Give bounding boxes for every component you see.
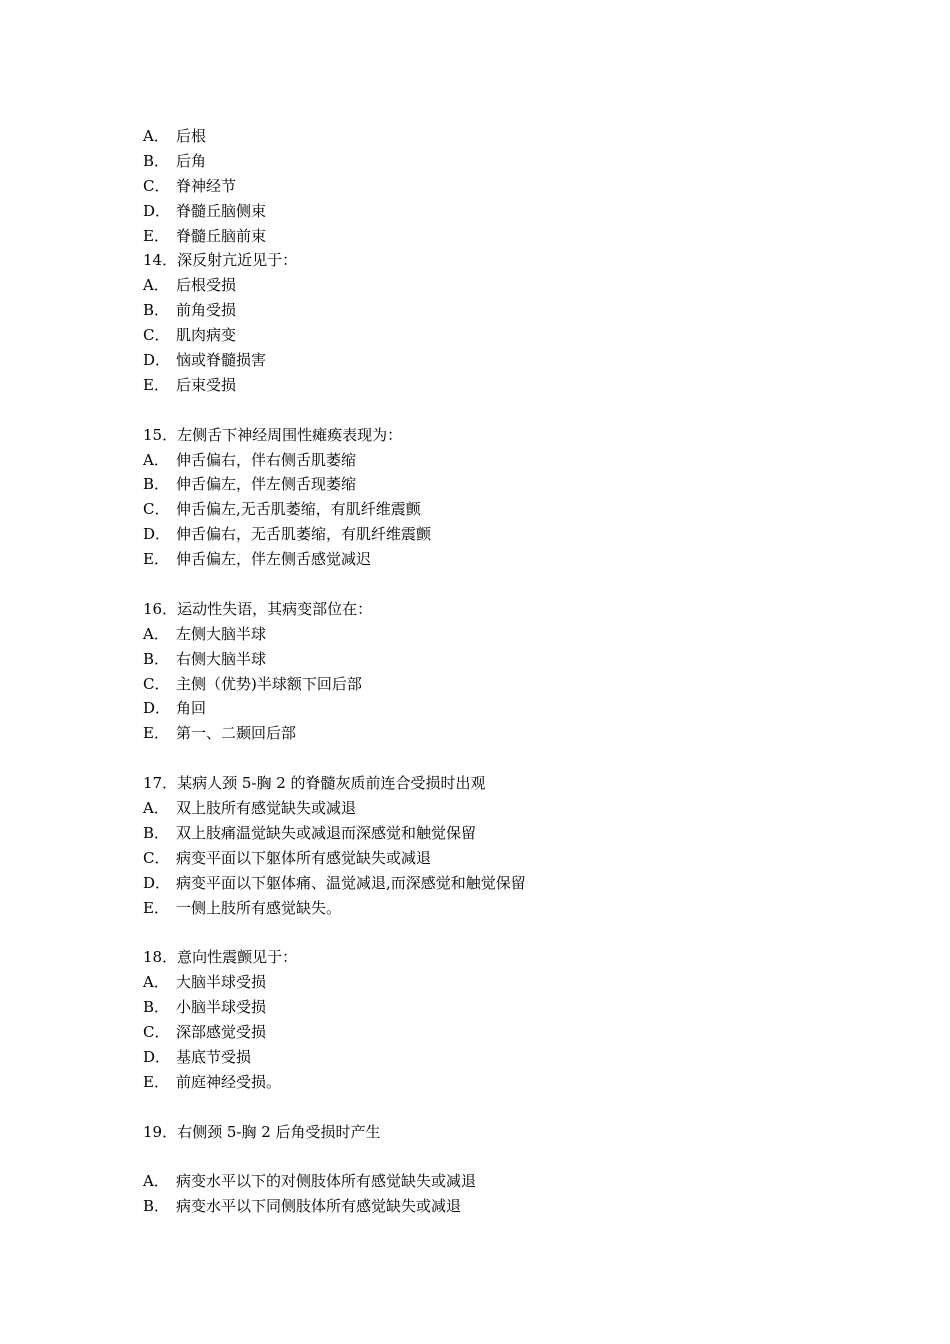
option-text: 前庭神经受损。 [176,1072,282,1091]
option-text: 主侧（优势)半球额下回后部 [176,674,362,693]
option-letter: E． [143,724,169,743]
option-letter: D． [143,351,171,370]
answer-option [143,124,863,149]
option-text: 脊神经节 [176,176,237,195]
option-letter: C． [143,848,170,867]
answer-option [143,672,863,697]
option-letter: A． [143,276,169,295]
answer-option [143,647,863,672]
answer-option [143,970,863,995]
blank-line [143,1095,863,1120]
answer-option [143,547,863,572]
option-text: 左侧大脑半球 [176,624,267,643]
answer-option [143,1169,863,1194]
answer-option [143,298,863,323]
blank-line [143,921,863,946]
option-text: 肌肉病变 [176,326,237,345]
blank-line [143,746,863,771]
question-text: 右侧颈 5-胸 2 后角受损时产生 [177,1122,381,1141]
option-text: 病变平面以下躯体所有感觉缺失或减退 [176,848,432,867]
answer-option [143,472,863,497]
option-text: 恼或脊髓损害 [176,351,267,370]
answer-option [143,846,863,871]
answer-option [143,174,863,199]
answer-option [143,896,863,921]
question-number: 14． [143,251,178,270]
answer-option [143,721,863,746]
question-list [143,124,863,1219]
option-letter: E． [143,898,169,917]
question-text: 运动性失语，其病变部位在： [177,599,373,618]
answer-option [143,1045,863,1070]
question-stem [143,423,863,448]
option-letter: B． [143,998,170,1017]
option-text: 病变水平以下同侧肢体所有感觉缺失或减退 [176,1197,462,1216]
question-stem [143,1120,863,1145]
option-text: 病变水平以下的对侧肢体所有感觉缺失或减退 [176,1172,477,1191]
answer-option [143,199,863,224]
option-text: 大脑半球受损 [176,973,267,992]
option-letter: E． [143,375,169,394]
option-text: 一侧上肢所有感觉缺失。 [176,898,342,917]
option-text: 双上肢痛温觉缺失或减退而深感觉和触觉保留 [176,823,477,842]
option-text: 后根 [176,127,207,145]
question-text: 意向性震颤见于： [177,948,298,967]
question-stem [143,597,863,622]
blank-line [143,398,863,423]
option-letter: A． [143,973,169,992]
option-text: 伸舌偏右，无舌肌萎缩，有肌纤维震颤 [176,525,432,544]
option-text: 深部感觉受损 [176,1023,267,1042]
answer-option [143,696,863,721]
option-letter: E． [143,226,169,245]
question-number: 15． [143,425,178,444]
answer-option [143,622,863,647]
option-text: 第一、二颞回后部 [176,724,297,743]
answer-option [143,1020,863,1045]
option-text: 角回 [176,699,207,718]
option-letter: A． [143,127,169,145]
option-letter: D． [143,525,171,544]
blank-line [143,572,863,597]
option-letter: B． [143,475,170,494]
question-text: 深反射亢近见于： [177,251,298,270]
option-letter: A． [143,1172,169,1191]
answer-option [143,348,863,373]
option-text: 伸舌偏左，伴左侧舌感觉减迟 [176,550,372,569]
option-text: 后根受损 [176,276,237,295]
option-letter: C． [143,500,170,519]
option-letter: D． [143,1047,171,1066]
option-letter: C． [143,176,170,195]
option-letter: D． [143,201,171,220]
answer-option [143,1070,863,1095]
option-letter: C． [143,674,170,693]
option-letter: E． [143,1072,169,1091]
question-stem [143,945,863,970]
answer-option [143,796,863,821]
option-text: 后角 [176,151,207,170]
answer-option [143,323,863,348]
option-letter: B． [143,1197,170,1216]
answer-option [143,821,863,846]
option-text: 伸舌偏右，伴右侧舌肌萎缩 [176,450,357,469]
option-letter: D． [143,699,171,718]
answer-option [143,871,863,896]
answer-option [143,995,863,1020]
question-text: 左侧舌下神经周围性瘫痪表现为： [177,425,403,444]
option-text: 后束受损 [176,375,237,394]
answer-option [143,522,863,547]
option-letter: B． [143,151,170,170]
option-text: 小脑半球受损 [176,998,267,1017]
question-number: 19． [143,1122,178,1141]
option-text: 伸舌偏左，伴左侧舌现萎缩 [176,475,357,494]
question-number: 16． [143,599,178,618]
option-letter: A． [143,799,169,818]
question-number: 17． [143,774,178,793]
answer-option [143,149,863,174]
option-text: 前角受损 [176,301,237,320]
answer-option [143,373,863,398]
option-text: 脊髓丘脑前束 [176,226,267,245]
question-text: 某病人颈 5-胸 2 的脊髓灰质前连合受损时出观 [177,774,486,793]
answer-option [143,497,863,522]
option-text: 双上肢所有感觉缺失或减退 [176,799,357,818]
option-letter: B． [143,823,170,842]
option-letter: B． [143,301,170,320]
option-letter: E． [143,550,169,569]
option-text: 脊髓丘脑侧束 [176,201,267,220]
question-number: 18． [143,948,178,967]
option-text: 右侧大脑半球 [176,649,267,668]
option-text: 基底节受损 [176,1047,252,1066]
answer-option [143,1194,863,1219]
blank-line [143,1145,863,1170]
option-letter: D． [143,873,171,892]
option-letter: C． [143,326,170,345]
option-text: 伸舌偏左,无舌肌萎缩，有肌纤维震颤 [176,500,421,519]
option-letter: B． [143,649,170,668]
option-letter: C． [143,1023,170,1042]
option-letter: A． [143,450,169,469]
option-text: 病变平面以下躯体痛、温觉减退,而深感觉和触觉保留 [176,873,526,892]
answer-option [143,448,863,473]
question-stem [143,248,863,273]
option-letter: A． [143,624,169,643]
question-stem [143,771,863,796]
answer-option [143,224,863,249]
answer-option [143,273,863,298]
